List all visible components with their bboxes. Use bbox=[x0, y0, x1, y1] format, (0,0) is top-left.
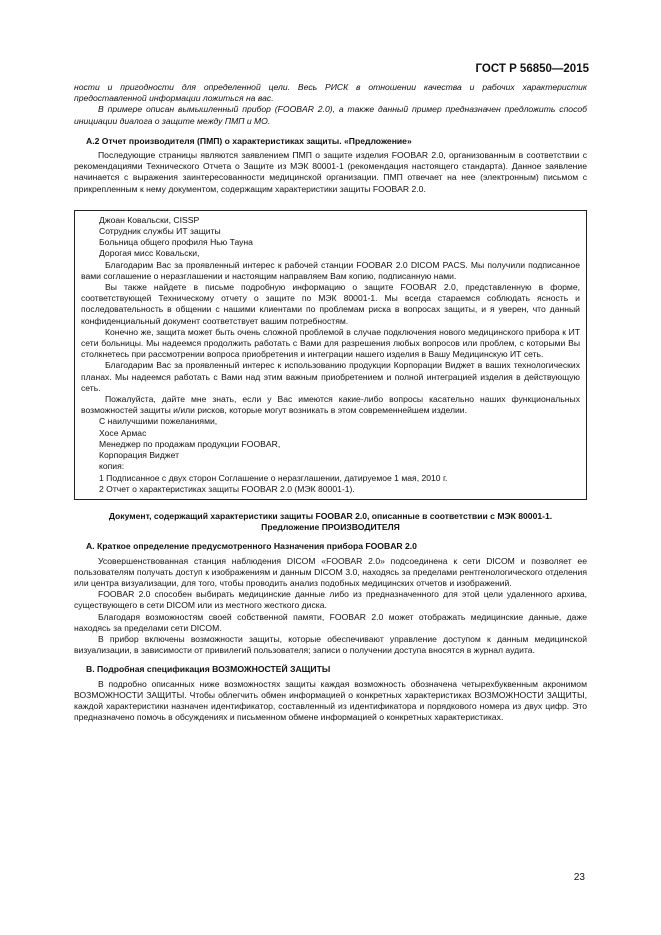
letter-greeting: Дорогая мисс Ковальски, bbox=[99, 248, 200, 259]
section-a2-text: Последующие страницы являются заявлением ПМП о защите изделия FOOBAR 2.0, организованным в соответствии с рекомендациями Технического Отчета о Защите из МЭК 80001-1 (рекомендация настоящего стандарта). Данное заявление начинается с выражения заинтересованности медицинской организации. ПМП отвечает на нее (электронным) письмом с прикрепленным к нему документом, содержащим характеристики защиты FOOBAR 2.0. bbox=[74, 150, 587, 194]
letter-signer-title: Менеджер по продажам продукции FOOBAR, bbox=[99, 438, 281, 449]
letter-paragraph-5: Пожалуйста, дайте мне знать, если у Вас имеются какие-либо вопросы касательно наших функциональных возможностей защиты и/или рисков, которые могут возникать в этом современнейшем изделии. bbox=[81, 394, 580, 416]
document-body bbox=[74, 82, 587, 723]
letter-addressee-org: Больница общего профиля Нью Тауна bbox=[99, 237, 253, 248]
letter-paragraph-3: Конечно же, защита может быть очень сложной проблемой в случае подключения нового медицинского прибора к ИТ сети больницы. Мы надеемся продолжить работать с Вами для разрешения любых вопросов или проблем, с которыми Вы столкнетесь при рассмотрении вопроса приобретения и интеграции нашего изделия в Вашу Медицинскую ИТ сеть. bbox=[81, 326, 580, 360]
standard-header: ГОСТ Р 56850—2015 bbox=[475, 63, 589, 75]
section-b-paragraph-1: В подробно описанных ниже возможностях защиты каждая возможность обозначена четырехбуквенным акронимом ВОЗМОЖНОСТИ ЗАЩИТЫ. Чтобы облегчить обмен информацией о конкретных характеристиках ВОЗМОЖНОСТИ ЗАЩИТЫ, каждой характеристики назначен идентификатор, составленный из идентификатора и порядкового номера из двух цифр. Это предназначено помочь в обсуждениях и письменном обмене информацией о конкретных характеристиках. bbox=[74, 678, 587, 723]
section-a2-heading: А.2 Отчет производителя (ПМП) о характеристиках защиты. «Предложение» bbox=[86, 135, 412, 146]
letter-addressee-name: Джоан Ковальски, CISSP bbox=[99, 214, 200, 225]
section-a-paragraph-2: FOOBAR 2.0 способен выбирать медицинские данные либо из предназначенного для этой цели удаленного архива, существующего в сети DICOM или из местного жесткого диска. bbox=[74, 589, 587, 611]
letter-attachment-2: 2 Отчет о характеристиках защиты FOOBAR 2.0 (МЭК 80001-1). bbox=[99, 483, 355, 494]
section-a-paragraph-1: Усовершенствованная станция наблюдения DICOM «FOOBAR 2.0» подсоединена к сети DICOM и позволяет ее пользователям получать доступ к изображениям и данным DICOM 3.0, находясь за пределами рентгенологического отделения или центра визуализации, для того, чтобы проводить анализ подобных медицинских отчетов и изображений. bbox=[74, 555, 587, 588]
letter-paragraph-2: Вы также найдете в письме подробную информацию о защите FOOBAR 2.0, представленную в форме, соответствующей Техническому отчету о защите по МЭК 80001-1. Мы всегда стараемся соблюдать ясность и последовательность в общении с нашими клиентами по проблемам риска в вопросах защиты, и я уверен, что данный конфиденциальный документ соответствует вашим потребностям. bbox=[81, 282, 580, 326]
page-number: 23 bbox=[573, 872, 585, 883]
section-a-paragraph-4: В прибор включены возможности защиты, которые обеспечивают управление доступом к данным медицинской визуализации, в зависимости от привилегий пользователя; записи о получении доступа вносятся в журнал аудита. bbox=[74, 633, 587, 656]
letter-paragraph-1: Благодарим Вас за проявленный интерес к рабочей станции FOOBAR 2.0 DICOM PACS. Мы получили подписанное вами соглашение о неразглашении и настоящим направляем Вам копию, подписанную нами. bbox=[81, 259, 580, 281]
document-title-line-2: Предложение ПРОИЗВОДИТЕЛЯ bbox=[261, 522, 400, 533]
letter-copies-label: копия: bbox=[99, 461, 125, 472]
section-a-paragraph-3: Благодаря возможностям своей собственной памяти, FOOBAR 2.0 может отображать медицинские данные, даже находясь за пределами сети DICOM. bbox=[74, 611, 587, 633]
intro-paragraph-1: ности и пригодности для определенной цели. Весь РИСК в отношении качества и рабочих характеристик предоставленной информации ложиться на вас. bbox=[74, 82, 587, 104]
letter-closing: С наилучшими пожеланиями, bbox=[99, 416, 218, 427]
letter-signer-company: Корпорация Виджет bbox=[99, 450, 180, 461]
letter-paragraph-4: Благодарим Вас за проявленный интерес к использованию продукции Корпорации Виджет в ваших технологических планах. Мы надеемся работать с Вами над этим важным приобретением и полной интеграцией изделия в действующую сеть. bbox=[81, 360, 580, 393]
section-a-heading: А. Краткое определение предусмотренного Назначения прибора FOOBAR 2.0 bbox=[86, 541, 417, 552]
letter-box bbox=[74, 210, 587, 500]
intro-paragraph-2: В примере описан вымышленный прибор (FOOBAR 2.0), а также данный пример предназначен предложить способ инициации диалога о защите между ПМП и МО. bbox=[74, 104, 587, 126]
letter-addressee-title: Сотрудник службы ИТ защиты bbox=[99, 226, 221, 237]
letter-attachment-1: 1 Подписанное с двух сторон Соглашение о неразглашении, датируемое 1 мая, 2010 г. bbox=[99, 472, 448, 483]
letter-signer-name: Хосе Армас bbox=[99, 427, 147, 438]
section-b-heading: В. Подробная спецификация ВОЗМОЖНОСТЕЙ ЗАЩИТЫ bbox=[86, 664, 331, 675]
document-title-line-1: Документ, содержащий характеристики защиты FOOBAR 2.0, описанные в соответствии с МЭК 80001-1. bbox=[108, 510, 553, 521]
